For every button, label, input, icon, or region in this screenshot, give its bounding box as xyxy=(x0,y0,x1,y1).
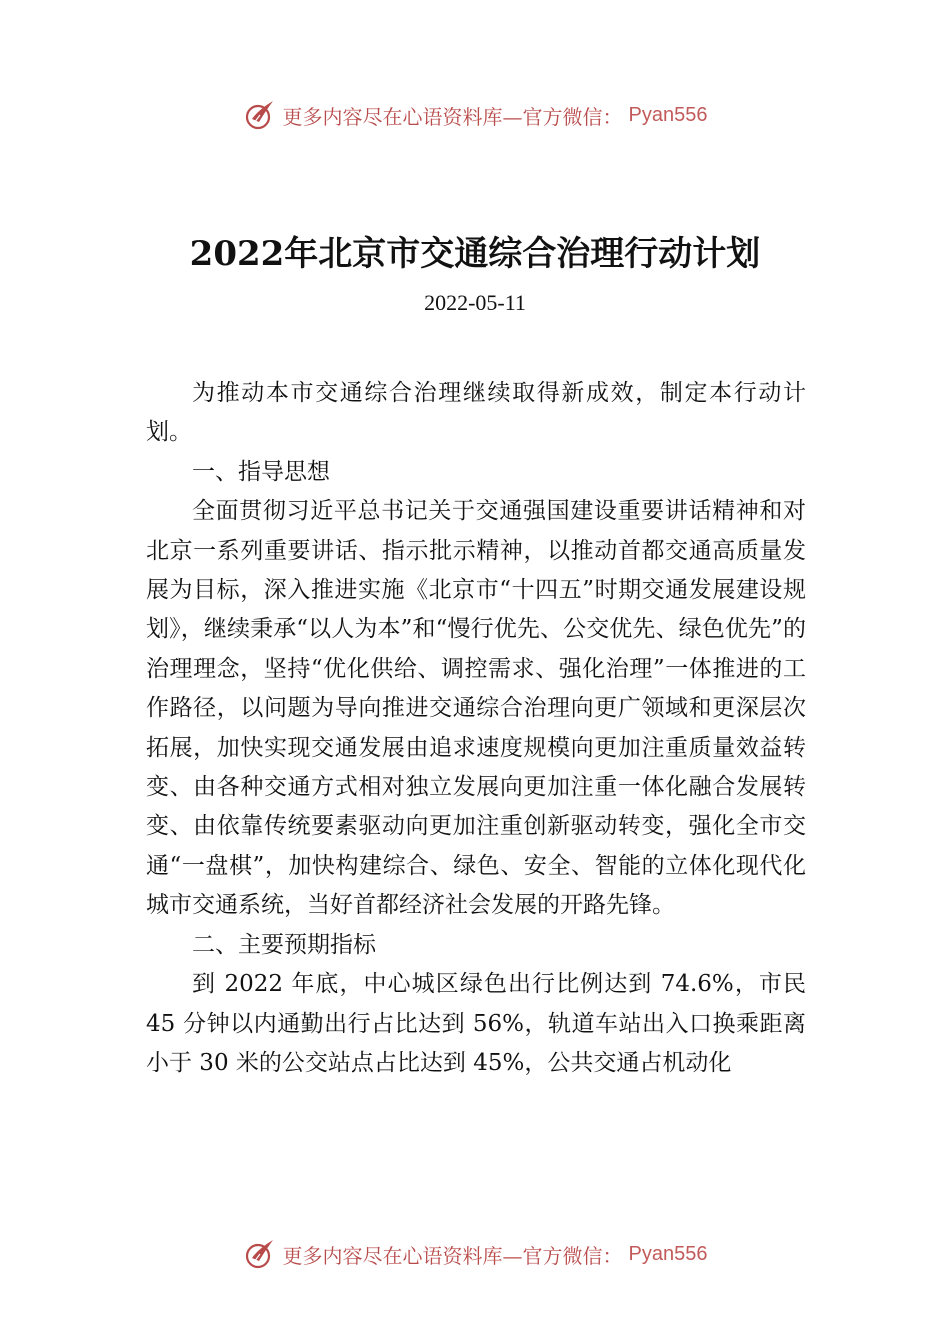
document-body xyxy=(146,374,806,1083)
header-banner xyxy=(0,95,950,135)
paragraph-intro: 为推动本市交通综合治理继续取得新成效，制定本行动计划。 xyxy=(146,380,806,446)
paragraph-guiding-thought: 全面贯彻习近平总书记关于交通强国建设重要讲话精神和对北京一系列重要讲话、指示批示精神，以推动首都交通高质量发展为目标，深入推进实施《北京市“十四五”时期交通发展建设规划》，继续秉承“以人为本”和“慢行优先、公交优先、绿色优先”的治理理念，坚持“优化供给、调控需求、强化治理”一体推进的工作路径，以问题为导向推进交通综合治理向更广领域和更深层次拓展，加快实现交通发展由追求速度规模向更加注重质量效益转变、由各种交通方式相对独立发展向更加注重一体化融合发展转变、由依靠传统要素驱动向更加注重创新驱动转变，强化全市交通“一盘棋”，加快构建综合、绿色、安全、智能的立体化现代化城市交通系统，当好首都经济社会发展的开路先锋。 xyxy=(146,498,806,919)
banner-wechat-id: Pyan556 xyxy=(628,103,708,126)
document-date: 2022-05-11 xyxy=(424,290,526,315)
document-title: 2022年北京市交通综合治理行动计划 xyxy=(189,234,761,274)
banner-wechat-id: Pyan556 xyxy=(628,1242,708,1265)
section-heading-2: 二、主要预期指标 xyxy=(192,931,376,958)
footer-banner xyxy=(0,1234,950,1274)
quill-seal-icon xyxy=(243,98,277,132)
banner-text: 更多内容尽在心语资料库—官方微信： xyxy=(282,104,623,129)
section-heading-1: 一、指导思想 xyxy=(192,458,330,485)
banner-text: 更多内容尽在心语资料库—官方微信： xyxy=(282,1243,623,1268)
quill-seal-icon xyxy=(243,1237,277,1271)
paragraph-indicators: 到 2022 年底，中心城区绿色出行比例达到 74.6%，市民 45 分钟以内通勤出行占比达到 56%，轨道车站出入口换乘距离小于 30 米的公交站点占比达到 45%，公共交通占机动化 xyxy=(146,971,806,1076)
